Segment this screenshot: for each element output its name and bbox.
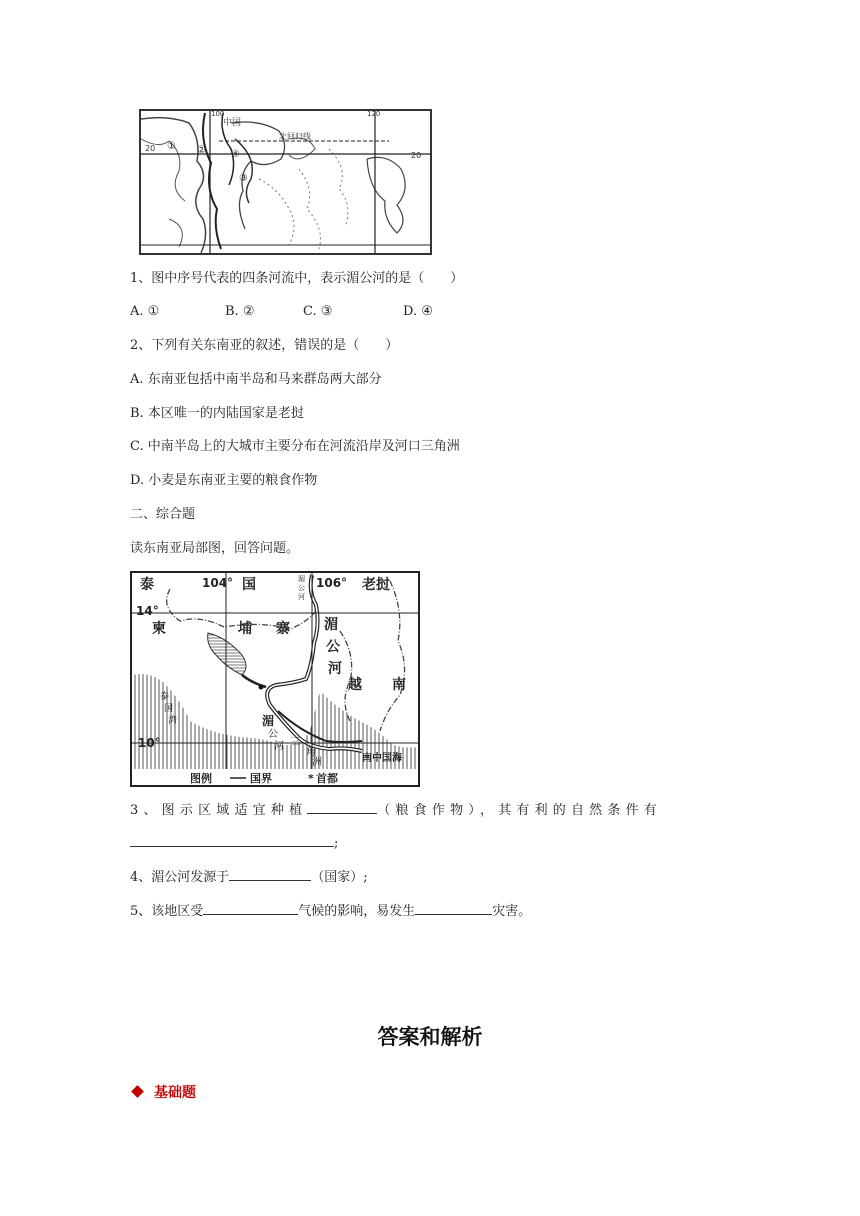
map2-mekong-mid-2: 公 — [326, 639, 340, 655]
map2-cambodia-3: 寨 — [276, 621, 290, 637]
q5-text-3: 灾害。 — [492, 904, 532, 919]
map2-lat-10: 10° — [138, 736, 161, 750]
q1-option-c[interactable]: C. ③ — [303, 304, 333, 319]
map2-gulf-1: 泰 — [160, 692, 170, 702]
map2-mekong-low-1: 湄 — [262, 714, 275, 728]
q4-text-1: 4、湄公河发源于 — [130, 870, 230, 885]
q2-option-a[interactable]: A. 东南亚包括中南半岛和马来群岛两大部分 — [130, 372, 382, 387]
map1-lon-left: 100 — [211, 110, 225, 118]
question-intro: 读东南亚局部图，回答问题。 — [130, 541, 300, 556]
map2-label-laos: 老挝 — [362, 577, 390, 593]
section-heading-comprehensive: 二、综合题 — [130, 507, 196, 522]
section-basic — [133, 1082, 196, 1102]
q3-text-3: ; — [334, 836, 339, 851]
map2-mekong-top-1: 湄 — [298, 575, 305, 583]
mekong-region-map — [130, 571, 420, 787]
map2-label-thailand-1: 泰 — [140, 577, 154, 593]
map2-gulf-2: 国 — [164, 704, 174, 714]
q3-text-1: 3、图示区域适宜种植 — [130, 803, 308, 818]
q2-option-c[interactable]: C. 中南半岛上的大城市主要分布在河流沿岸及河口三角洲 — [130, 439, 460, 454]
map2-south-china-sea: 南中国海 — [362, 753, 402, 764]
q5-text-2: 气候的影响，易发生 — [298, 904, 416, 919]
map2-mekong-top-3: 河 — [298, 593, 305, 601]
map2-delta-3: 洲 — [312, 757, 322, 768]
q1-option-b[interactable]: B. ② — [225, 304, 255, 319]
answer-section-title: 答案和解析 — [377, 1025, 483, 1049]
map1-tropic-label: 北回归线 — [279, 132, 311, 141]
q2-option-d[interactable]: D. 小麦是东南亚主要的粮食作物 — [130, 473, 318, 488]
question-4 — [130, 868, 368, 887]
map2-mekong-mid-3: 河 — [328, 661, 342, 677]
map2-gulf-3: 湾 — [168, 716, 178, 726]
question-5 — [130, 902, 531, 921]
map1-marker-1: ① — [167, 141, 176, 152]
map1-lat-left: 20 — [145, 144, 156, 153]
map2-vietnam-2: 南 — [392, 677, 406, 693]
map2-cambodia-1: 柬 — [152, 621, 166, 637]
section-basic-label: 基础题 — [154, 1085, 196, 1101]
map1-lat-right: 20 — [411, 151, 422, 160]
map2-lon-104: 104° — [202, 576, 234, 590]
q3-blank-conditions[interactable] — [130, 834, 334, 847]
map2-vietnam-1: 越 — [348, 677, 362, 693]
q1-option-d[interactable]: D. ④ — [403, 304, 433, 319]
question-2: 2、下列有关东南亚的叙述，错误的是（ ） — [130, 338, 399, 353]
southeast-asia-map — [139, 109, 432, 255]
question-3-line-1 — [130, 801, 662, 820]
q4-blank-country[interactable] — [229, 868, 311, 881]
map2-label-thailand-2: 国 — [242, 577, 256, 593]
question-1: 1、图中序号代表的四条河流中，表示湄公河的是（ ） — [130, 271, 464, 286]
q5-text-1: 5、该地区受 — [130, 904, 204, 919]
map1-country-label: 中国 — [223, 118, 242, 128]
map2-delta-2: 角 — [306, 747, 316, 758]
q3-text-2: （粮食作物），其有利的自然条件有 — [377, 803, 662, 818]
map2-mekong-low-2: 公 — [268, 729, 278, 740]
question-3-line-2 — [130, 834, 338, 853]
map2-delta-1: 三 — [290, 737, 300, 748]
map2-lon-106: 106° — [316, 576, 348, 590]
map2-mekong-top-2: 公 — [298, 584, 305, 592]
map1-marker-4: ④ — [231, 149, 240, 160]
svg-text:*: * — [308, 772, 314, 785]
q1-option-a[interactable]: A. ① — [130, 304, 160, 319]
question-1-options — [130, 303, 433, 321]
map2-lat-14: 14° — [136, 604, 159, 618]
map2-cambodia-2: 埔 — [238, 621, 252, 637]
q5-blank-climate[interactable] — [203, 902, 298, 915]
map1-lon-right: 120 — [367, 110, 381, 118]
q2-option-b[interactable]: B. 本区唯一的内陆国家是老挝 — [130, 406, 304, 421]
map1-marker-2: ② — [197, 145, 206, 156]
diamond-bullet-icon — [131, 1085, 144, 1098]
q3-blank-crop[interactable] — [307, 801, 377, 814]
map2-legend-capital: 首都 — [316, 772, 338, 785]
q4-text-2: （国家）; — [311, 870, 368, 885]
map2-legend-title: 图例 — [190, 772, 212, 785]
map2-legend-border: 国界 — [250, 772, 272, 785]
map1-marker-3: ③ — [239, 173, 248, 184]
q5-blank-disaster[interactable] — [415, 902, 492, 915]
map2-mekong-mid-1: 湄 — [324, 617, 338, 633]
map2-mekong-low-3: 河 — [274, 741, 284, 752]
